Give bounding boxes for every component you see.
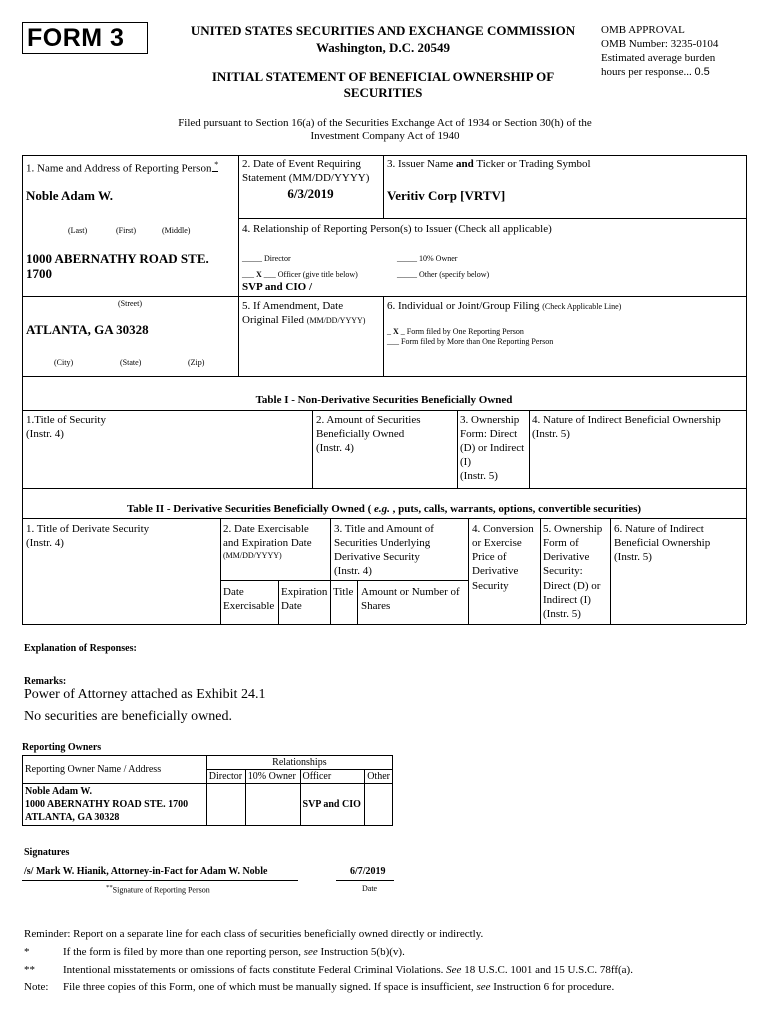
box5-label-line1: 5. If Amendment, Date: [242, 300, 344, 312]
burden-label: hours per response...: [601, 66, 692, 78]
note1-post: Instruction 5(b)(v).: [320, 946, 405, 958]
state-label: (State): [120, 358, 142, 367]
t2-col1-l2: (Instr. 4): [26, 537, 64, 549]
reporting-owners-title: Reporting Owners: [22, 742, 102, 753]
note2-text: [63, 964, 633, 976]
t2-col2-l3: (MM/DD/YYYY): [223, 551, 282, 560]
t2-col2b-l1: Expiration: [281, 586, 328, 598]
omb-number: OMB Number: 3235-0104: [601, 38, 719, 50]
table2-title: [22, 503, 746, 515]
t2-col3b-l2: Shares: [361, 600, 391, 612]
t2-col1-l1: 1. Title of Derivate Security: [26, 523, 150, 535]
note3-post: Instruction 6 for procedure.: [493, 981, 615, 993]
signature-label-text: Signature of Reporting Person: [112, 885, 210, 895]
other-header: Other: [365, 770, 393, 784]
owner-city: ATLANTA, GA 30328: [25, 812, 120, 823]
owner-address-cell: [23, 784, 207, 826]
t2-col5-l6: Indirect (I): [543, 594, 591, 606]
one-person-line: [387, 327, 524, 336]
box3-label: [387, 158, 591, 170]
t2-col4-l2: or Exercise: [472, 537, 522, 549]
box6-label-a: 6. Individual or Joint/Group Filing: [387, 300, 540, 312]
city-label: (City): [54, 358, 74, 367]
remarks-title: Remarks:: [24, 676, 67, 687]
note2-mark: **: [24, 964, 35, 976]
t1-col3-l2: Form: Direct: [460, 428, 518, 440]
director-header: Director: [206, 770, 245, 784]
t2-col4-l3: Price of: [472, 551, 507, 563]
officer-line: [242, 270, 358, 279]
owner-name-header: Reporting Owner Name / Address: [23, 756, 207, 784]
t2-col3a: Title: [333, 586, 354, 598]
filed-pursuant-line2: Investment Company Act of 1940: [310, 130, 460, 142]
officer-header: Officer: [300, 770, 365, 784]
street-line2: 1700: [26, 266, 52, 281]
note1-see: see: [303, 946, 318, 958]
t2-col2b-l2: Date: [281, 600, 302, 612]
officer-title: SVP and CIO /: [242, 281, 312, 293]
t2-col5-l3: Derivative: [543, 551, 590, 563]
note3-mark: Note:: [24, 981, 49, 993]
reporting-person-name: Noble Adam W.: [26, 188, 114, 203]
note1-mark: *: [24, 946, 30, 958]
t2-col4-l1: 4. Conversion: [472, 523, 534, 535]
t2-col5-l2: Form of: [543, 537, 579, 549]
form-number: FORM 3: [27, 24, 125, 52]
director-cell: [206, 784, 245, 826]
zip-label: (Zip): [188, 358, 205, 367]
note3-text: [63, 981, 614, 993]
other-cell: [365, 784, 393, 826]
note2-pre: Intentional misstatements or omissions of facts constitute Federal Criminal Violations.: [63, 964, 444, 976]
t2-col4-l5: Security: [472, 580, 509, 592]
box1-label-text: 1. Name and Address of Reporting Person: [26, 162, 212, 175]
box3-label-pre: 3. Issuer Name: [387, 158, 454, 170]
more-persons-line: ___ Form filed by More than One Reporting Person: [387, 337, 554, 346]
last-label: (Last): [68, 226, 88, 235]
officer-check: X: [256, 270, 262, 279]
signature-label-mark: **: [106, 884, 113, 891]
box6-label-b: (Check Applicable Line): [542, 302, 622, 311]
t2-col6-l2: Beneficial Ownership: [614, 537, 711, 549]
t1-col4-l1: 4. Nature of Indirect Beneficial Ownership: [532, 414, 721, 426]
one-person-check: X: [393, 327, 399, 336]
ten-pct-owner-cell: [245, 784, 300, 826]
street-label: (Street): [118, 299, 142, 308]
t1-col2-l3: (Instr. 4): [316, 442, 354, 454]
t1-col2-l2: Beneficially Owned: [316, 428, 405, 440]
table2-title-eg: e.g.: [374, 503, 390, 515]
t2-col5-l5: Direct (D) or: [543, 580, 601, 592]
table-row: [23, 784, 393, 826]
t2-col2a-l1: Date: [223, 586, 244, 598]
director-line: _____ Director: [242, 254, 291, 263]
box6-label: [387, 300, 621, 312]
t2-col2a-l2: Exercisable: [223, 600, 275, 612]
box2-label-line1: 2. Date of Event Requiring: [242, 158, 361, 170]
officer-post: ___ Officer (give title below): [263, 270, 358, 279]
t2-col2-l2: and Expiration Date: [223, 537, 312, 549]
reporting-owners-table: [22, 755, 393, 826]
burden-value: 0.5: [694, 66, 710, 78]
middle-label: (Middle): [162, 226, 191, 235]
table2-title-post: , puts, calls, warrants, options, convertible securities): [392, 503, 642, 515]
box1-label: [26, 160, 218, 175]
note3-pre: File three copies of this Form, one of which must be manually signed. If space is insufficient,: [63, 981, 474, 993]
officer-pre: ___: [242, 270, 254, 279]
form-title-line2: SECURITIES: [343, 85, 423, 100]
agency-name: UNITED STATES SECURITIES AND EXCHANGE COMMISSION: [190, 23, 576, 38]
burden-line1: Estimated average burden: [601, 52, 716, 64]
t2-col3-l1: 3. Title and Amount of: [334, 523, 434, 535]
t1-col1-l1: 1.Title of Security: [26, 414, 106, 426]
box3-label-post: Ticker or Trading Symbol: [476, 158, 591, 170]
t2-col3-l3: Derivative Security: [334, 551, 420, 563]
t2-col5-l7: (Instr. 5): [543, 608, 581, 620]
form-title-line1: INITIAL STATEMENT OF BENEFICIAL OWNERSHIP OF: [211, 69, 555, 84]
owner-name: Noble Adam W.: [25, 786, 92, 797]
form-number-box: [22, 22, 148, 54]
box5-label-b: (MM/DD/YYYY): [306, 316, 366, 325]
t2-col6-l3: (Instr. 5): [614, 551, 652, 563]
t2-col6-l1: 6. Nature of Indirect: [614, 523, 704, 535]
city-state-zip: ATLANTA, GA 30328: [26, 322, 149, 337]
t2-col5-l4: Security:: [543, 565, 583, 577]
officer-cell: SVP and CIO: [300, 784, 365, 826]
remark-power-of-attorney: Power of Attorney attached as Exhibit 24.1: [24, 687, 266, 702]
other-line: _____ Other (specify below): [397, 270, 490, 279]
issuer-name-ticker: Veritiv Corp [VRTV]: [387, 188, 506, 203]
t2-col3b-l1: Amount or Number of: [361, 586, 460, 598]
table2-title-pre: Table II - Derivative Securities Beneficially Owned (: [126, 503, 372, 515]
box5-label-a: Original Filed: [242, 314, 305, 326]
ten-pct-owner-line: _____ 10% Owner: [397, 254, 458, 263]
street-line1: 1000 ABERNATHY ROAD STE.: [26, 251, 209, 266]
agency-location: Washington, D.C. 20549: [316, 40, 450, 55]
box4-label: 4. Relationship of Reporting Person(s) to Issuer (Check all applicable): [242, 223, 552, 235]
first-label: (First): [116, 226, 136, 235]
explanation-title: Explanation of Responses:: [24, 643, 137, 654]
t2-col4-l4: Derivative: [472, 565, 519, 577]
date-label: Date: [362, 884, 378, 893]
box1-label-mark: *: [214, 160, 219, 169]
note2-see: See: [446, 964, 462, 976]
t2-col2-l1: 2. Date Exercisable: [223, 523, 309, 535]
signature-text: /s/ Mark W. Hianik, Attorney-in-Fact for Adam W. Noble: [24, 866, 268, 877]
signature-date: 6/7/2019: [350, 866, 386, 877]
signature-label: [106, 884, 210, 895]
owner-street: 1000 ABERNATHY ROAD STE. 1700: [25, 799, 189, 810]
table1-title: Table I - Non-Derivative Securities Beneficially Owned: [255, 394, 513, 406]
one-person-post: _ Form filed by One Reporting Person: [400, 327, 524, 336]
one-person-pre: _: [387, 327, 391, 336]
note3-see: see: [476, 981, 491, 993]
t1-col3-l1: 3. Ownership: [460, 414, 520, 426]
reminder-text: Reminder: Report on a separate line for each class of securities beneficially owned directly or indirectly.: [24, 928, 484, 940]
t1-col3-l3: (D) or Indirect: [460, 442, 525, 454]
filed-pursuant-line1: Filed pursuant to Section 16(a) of the Securities Exchange Act of 1934 or Section 30(h) of the: [178, 117, 592, 129]
box2-label-line2: Statement (MM/DD/YYYY): [242, 172, 370, 184]
signatures-title: Signatures: [24, 847, 70, 858]
box5-label-line2: [242, 314, 365, 326]
t1-col3-l5: (Instr. 5): [460, 470, 498, 482]
note1-text: [63, 946, 405, 958]
t1-col2-l1: 2. Amount of Securities: [316, 414, 421, 426]
t2-col3-l4: (Instr. 4): [334, 565, 372, 577]
box3-label-and: and: [456, 158, 474, 170]
t1-col1-l2: (Instr. 4): [26, 428, 64, 440]
remark-no-securities: No securities are beneficially owned.: [24, 709, 232, 724]
note2-post: 18 U.S.C. 1001 and 15 U.S.C. 78ff(a).: [464, 964, 633, 976]
t2-col3-l2: Securities Underlying: [334, 537, 431, 549]
t2-col5-l1: 5. Ownership: [543, 523, 603, 535]
t1-col4-l2: (Instr. 5): [532, 428, 570, 440]
t1-col3-l4: (I): [460, 456, 471, 468]
omb-approval: OMB APPROVAL: [601, 24, 685, 36]
relationships-header: Relationships: [206, 756, 392, 770]
burden-line2: [601, 66, 710, 78]
note1-pre: If the form is filed by more than one reporting person,: [63, 946, 301, 958]
ten-pct-owner-header: 10% Owner: [245, 770, 300, 784]
event-date: 6/3/2019: [287, 186, 334, 201]
